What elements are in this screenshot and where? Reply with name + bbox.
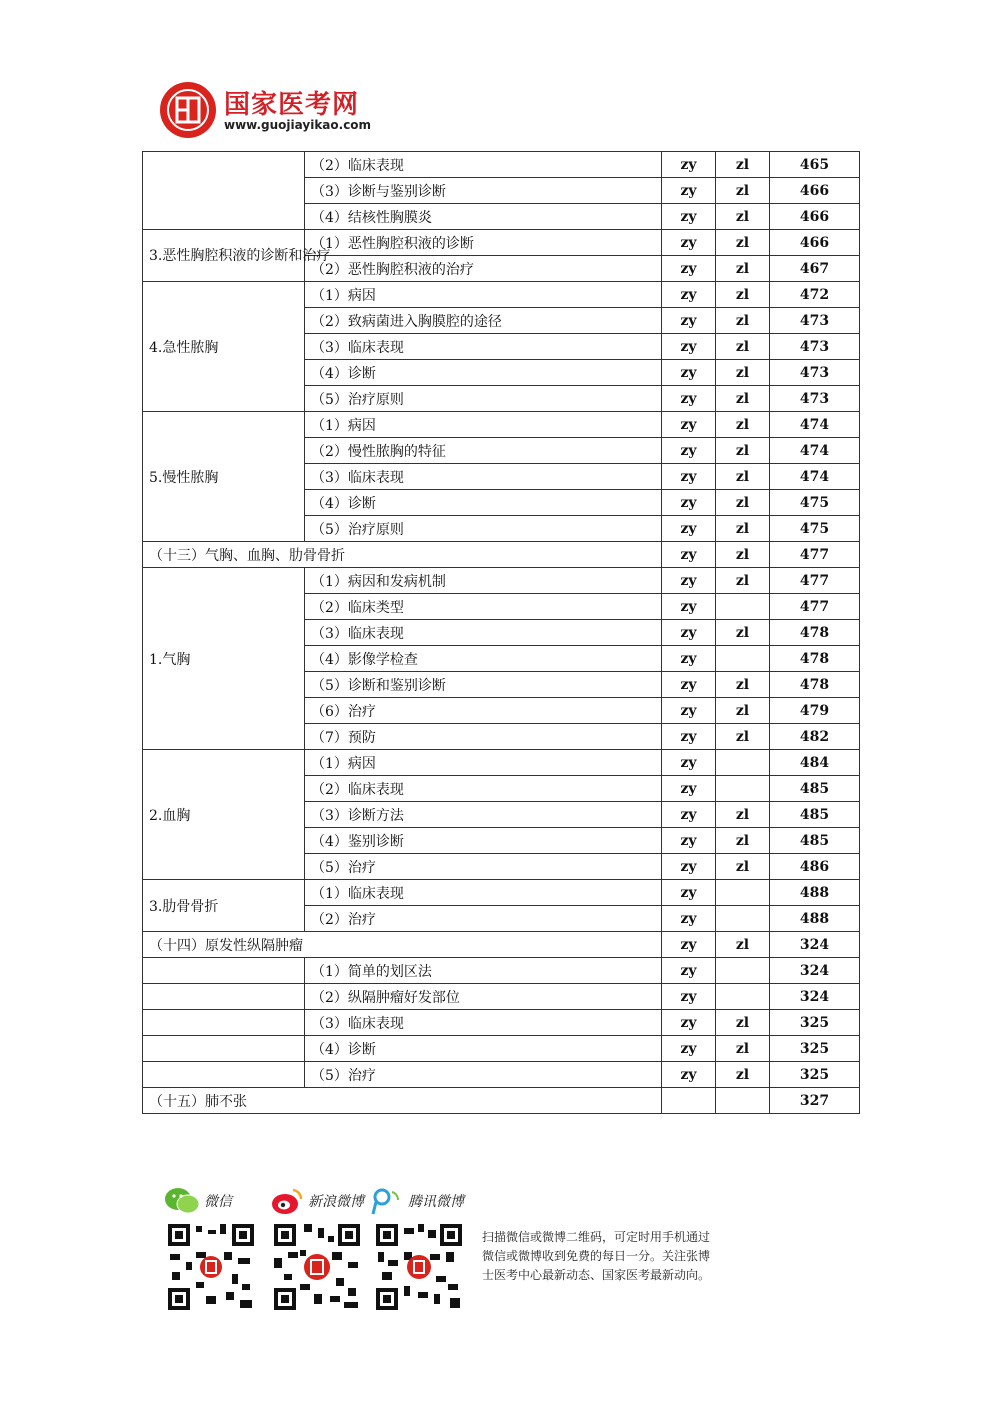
- zy-cell: zy: [662, 750, 716, 776]
- zl-cell: zl: [716, 152, 770, 178]
- zl-cell: zl: [716, 256, 770, 282]
- page-number-cell: 477: [770, 568, 860, 594]
- zy-cell: zy: [662, 802, 716, 828]
- item-cell: （2）致病菌进入胸膜腔的途径: [305, 308, 662, 334]
- section-heading-cell: （十五）肺不张: [143, 1088, 662, 1114]
- page-number-cell: 478: [770, 646, 860, 672]
- page-number-cell: 466: [770, 204, 860, 230]
- zy-cell: zy: [662, 282, 716, 308]
- footer-note: 扫描微信或微博二维码，可定时用手机通过微信或微博收到免费的每日一分。关注张博士医考中心最新动态、国家医考最新动向。: [482, 1230, 711, 1282]
- page-number-cell: 325: [770, 1062, 860, 1088]
- page-number-cell: 465: [770, 152, 860, 178]
- item-cell: （2）慢性脓胸的特征: [305, 438, 662, 464]
- item-cell: （3）临床表现: [305, 1010, 662, 1036]
- table-row: [143, 1036, 860, 1062]
- syllabus-table: [142, 151, 860, 1114]
- zl-cell: zl: [716, 1036, 770, 1062]
- zl-cell: zl: [716, 360, 770, 386]
- zl-cell: [716, 646, 770, 672]
- page-number-cell: 488: [770, 906, 860, 932]
- zl-cell: [716, 776, 770, 802]
- page-number-cell: 324: [770, 984, 860, 1010]
- section-heading-cell: （十四）原发性纵隔肿瘤: [143, 932, 662, 958]
- zy-cell: zy: [662, 906, 716, 932]
- zy-cell: zy: [662, 464, 716, 490]
- zl-cell: [716, 750, 770, 776]
- zl-cell: [716, 1088, 770, 1114]
- table-row: [143, 750, 860, 776]
- page-number-cell: 478: [770, 672, 860, 698]
- zy-cell: zy: [662, 568, 716, 594]
- zl-cell: zl: [716, 698, 770, 724]
- zy-cell: zy: [662, 828, 716, 854]
- brand-name: 国家医考网: [224, 90, 360, 120]
- page-number-cell: 474: [770, 412, 860, 438]
- zl-cell: zl: [716, 490, 770, 516]
- section-cell: 1.气胸: [143, 568, 305, 750]
- table-row: [143, 932, 860, 958]
- zl-cell: [716, 984, 770, 1010]
- zy-cell: zy: [662, 672, 716, 698]
- item-cell: （4）结核性胸膜炎: [305, 204, 662, 230]
- page-number-cell: 477: [770, 594, 860, 620]
- tencent-weibo-label: 腾讯微博: [408, 1194, 464, 1210]
- page-number-cell: 327: [770, 1088, 860, 1114]
- item-cell: （5）治疗: [305, 854, 662, 880]
- zl-cell: [716, 906, 770, 932]
- zl-cell: zl: [716, 1010, 770, 1036]
- item-cell: （4）诊断: [305, 490, 662, 516]
- zy-cell: zy: [662, 1010, 716, 1036]
- page-number-cell: 484: [770, 750, 860, 776]
- page-number-cell: 325: [770, 1036, 860, 1062]
- brand-url[interactable]: www.guojiayikao.com: [224, 118, 372, 132]
- zl-cell: zl: [716, 620, 770, 646]
- zy-cell: zy: [662, 698, 716, 724]
- zl-cell: zl: [716, 854, 770, 880]
- item-cell: （2）临床表现: [305, 776, 662, 802]
- zl-cell: zl: [716, 1062, 770, 1088]
- section-cell: [143, 984, 305, 1010]
- logo: [160, 82, 216, 138]
- item-cell: （5）治疗: [305, 1062, 662, 1088]
- item-cell: （4）影像学检查: [305, 646, 662, 672]
- zy-cell: zy: [662, 1062, 716, 1088]
- seal-logo-icon: [160, 82, 216, 138]
- page-number-cell: 485: [770, 802, 860, 828]
- item-cell: （1）恶性胸腔积液的诊断: [305, 230, 662, 256]
- zy-cell: zy: [662, 724, 716, 750]
- item-cell: （6）治疗: [305, 698, 662, 724]
- zy-cell: zy: [662, 646, 716, 672]
- zl-cell: [716, 594, 770, 620]
- page-number-cell: 485: [770, 828, 860, 854]
- zy-cell: zy: [662, 542, 716, 568]
- table-row: [143, 230, 860, 256]
- section-cell: 5.慢性脓胸: [143, 412, 305, 542]
- zy-cell: zy: [662, 932, 716, 958]
- page-number-cell: 474: [770, 438, 860, 464]
- zl-cell: [716, 880, 770, 906]
- zy-cell: zy: [662, 178, 716, 204]
- wechat-badge[interactable]: [164, 1184, 232, 1218]
- section-cell: [143, 1036, 305, 1062]
- zl-cell: zl: [716, 672, 770, 698]
- table-row: [143, 958, 860, 984]
- wechat-qr-code-icon[interactable]: [166, 1222, 256, 1312]
- zy-cell: zy: [662, 958, 716, 984]
- page-number-cell: 466: [770, 178, 860, 204]
- page-number-cell: 467: [770, 256, 860, 282]
- section-cell: [143, 1062, 305, 1088]
- section-cell: [143, 152, 305, 230]
- section-cell: 2.血胸: [143, 750, 305, 880]
- zy-cell: zy: [662, 230, 716, 256]
- page-number-cell: 485: [770, 776, 860, 802]
- zy-cell: zy: [662, 854, 716, 880]
- item-cell: （3）诊断方法: [305, 802, 662, 828]
- table-row: [143, 1088, 860, 1114]
- item-cell: （3）临床表现: [305, 620, 662, 646]
- item-cell: （2）纵隔肿瘤好发部位: [305, 984, 662, 1010]
- item-cell: （4）诊断: [305, 360, 662, 386]
- zy-cell: zy: [662, 360, 716, 386]
- table-row: [143, 282, 860, 308]
- zy-cell: zy: [662, 490, 716, 516]
- zy-cell: zy: [662, 412, 716, 438]
- zy-cell: zy: [662, 594, 716, 620]
- weibo-qr-code-icon[interactable]: [272, 1222, 362, 1312]
- site-header: [160, 82, 460, 142]
- sina-weibo-badge[interactable]: [270, 1184, 364, 1218]
- page-number-cell: 482: [770, 724, 860, 750]
- section-cell: 3.肋骨骨折: [143, 880, 305, 932]
- zy-cell: zy: [662, 308, 716, 334]
- footer: [160, 1184, 720, 1324]
- page-number-cell: 324: [770, 958, 860, 984]
- zy-cell: zy: [662, 334, 716, 360]
- item-cell: （7）预防: [305, 724, 662, 750]
- zl-cell: zl: [716, 334, 770, 360]
- page-number-cell: 466: [770, 230, 860, 256]
- zl-cell: zl: [716, 568, 770, 594]
- zl-cell: zl: [716, 828, 770, 854]
- page-number-cell: 324: [770, 932, 860, 958]
- zy-cell: zy: [662, 152, 716, 178]
- page-number-cell: 477: [770, 542, 860, 568]
- page-number-cell: 486: [770, 854, 860, 880]
- table-row: [143, 568, 860, 594]
- item-cell: （2）临床表现: [305, 152, 662, 178]
- section-cell: 3.恶性胸腔积液的诊断和治疗: [143, 230, 305, 282]
- page-number-cell: 325: [770, 1010, 860, 1036]
- item-cell: （3）临床表现: [305, 334, 662, 360]
- zl-cell: zl: [716, 386, 770, 412]
- zl-cell: zl: [716, 516, 770, 542]
- zl-cell: zl: [716, 204, 770, 230]
- item-cell: （4）鉴别诊断: [305, 828, 662, 854]
- zl-cell: zl: [716, 230, 770, 256]
- page-number-cell: 475: [770, 516, 860, 542]
- item-cell: （1）病因和发病机制: [305, 568, 662, 594]
- item-cell: （4）诊断: [305, 1036, 662, 1062]
- item-cell: （3）临床表现: [305, 464, 662, 490]
- zy-cell: zy: [662, 984, 716, 1010]
- page-number-cell: 479: [770, 698, 860, 724]
- item-cell: （5）诊断和鉴别诊断: [305, 672, 662, 698]
- sina-weibo-label: 新浪微博: [308, 1194, 364, 1210]
- page-number-cell: 475: [770, 490, 860, 516]
- item-cell: （2）恶性胸腔积液的治疗: [305, 256, 662, 282]
- item-cell: （1）病因: [305, 412, 662, 438]
- wechat-icon: [164, 1186, 200, 1216]
- page-number-cell: 478: [770, 620, 860, 646]
- item-cell: （2）治疗: [305, 906, 662, 932]
- item-cell: （1）临床表现: [305, 880, 662, 906]
- zl-cell: zl: [716, 178, 770, 204]
- syllabus-table-body: [143, 152, 860, 1114]
- zl-cell: zl: [716, 438, 770, 464]
- zy-cell: zy: [662, 776, 716, 802]
- item-cell: （3）诊断与鉴别诊断: [305, 178, 662, 204]
- zl-cell: zl: [716, 464, 770, 490]
- section-cell: 4.急性脓胸: [143, 282, 305, 412]
- sina-weibo-icon: [270, 1186, 304, 1216]
- item-cell: （1）病因: [305, 282, 662, 308]
- zl-cell: zl: [716, 932, 770, 958]
- table-row: [143, 542, 860, 568]
- zy-cell: zy: [662, 880, 716, 906]
- table-row: [143, 1010, 860, 1036]
- zy-cell: zy: [662, 516, 716, 542]
- zl-cell: zl: [716, 282, 770, 308]
- zl-cell: zl: [716, 412, 770, 438]
- zy-cell: zy: [662, 256, 716, 282]
- table-row: [143, 984, 860, 1010]
- tencent-weibo-icon: [370, 1186, 404, 1216]
- zy-cell: zy: [662, 386, 716, 412]
- item-cell: （5）治疗原则: [305, 386, 662, 412]
- zl-cell: zl: [716, 542, 770, 568]
- tencent-qr-code-icon[interactable]: [374, 1222, 464, 1312]
- section-heading-cell: （十三）气胸、血胸、肋骨骨折: [143, 542, 662, 568]
- zy-cell: zy: [662, 438, 716, 464]
- page-number-cell: 473: [770, 360, 860, 386]
- item-cell: （5）治疗原则: [305, 516, 662, 542]
- zl-cell: [716, 958, 770, 984]
- table-row: [143, 412, 860, 438]
- section-cell: [143, 958, 305, 984]
- item-cell: （1）简单的划区法: [305, 958, 662, 984]
- page-number-cell: 473: [770, 386, 860, 412]
- page-number-cell: 488: [770, 880, 860, 906]
- zy-cell: zy: [662, 620, 716, 646]
- page-number-cell: 473: [770, 308, 860, 334]
- zl-cell: zl: [716, 802, 770, 828]
- table-row: [143, 152, 860, 178]
- table-row: [143, 880, 860, 906]
- page-number-cell: 472: [770, 282, 860, 308]
- page-number-cell: 474: [770, 464, 860, 490]
- wechat-label: 微信: [204, 1194, 232, 1210]
- zy-cell: [662, 1088, 716, 1114]
- zl-cell: zl: [716, 308, 770, 334]
- zl-cell: zl: [716, 724, 770, 750]
- item-cell: （1）病因: [305, 750, 662, 776]
- item-cell: （2）临床类型: [305, 594, 662, 620]
- section-cell: [143, 1010, 305, 1036]
- zy-cell: zy: [662, 204, 716, 230]
- table-row: [143, 1062, 860, 1088]
- page-number-cell: 473: [770, 334, 860, 360]
- tencent-weibo-badge[interactable]: [370, 1184, 464, 1218]
- zy-cell: zy: [662, 1036, 716, 1062]
